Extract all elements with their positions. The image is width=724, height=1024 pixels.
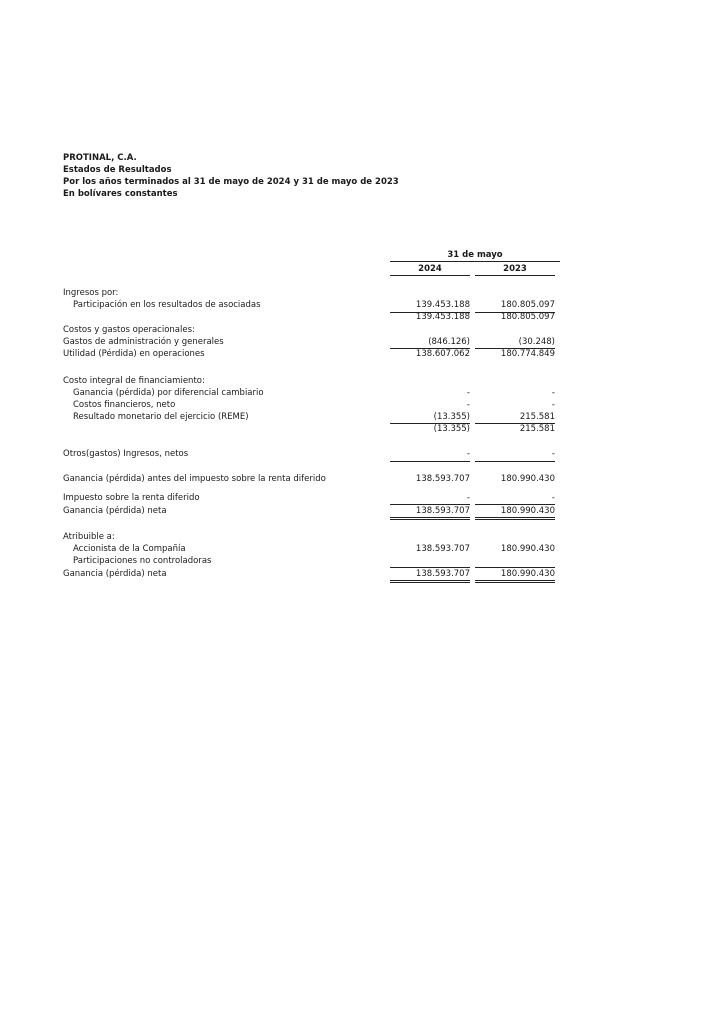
row-otros-ingresos [63, 448, 563, 460]
statement-title: Estados de Resultados [63, 165, 172, 175]
value-2023: - [551, 449, 555, 459]
row-label: Accionista de la Compañía [73, 544, 186, 554]
row-participacion-asociadas [63, 299, 563, 311]
row-label: Ganancia (pérdida) neta [63, 506, 167, 516]
row-label: Impuesto sobre la renta diferido [63, 493, 200, 503]
value-2024: 138.593.707 [415, 474, 470, 484]
value-2024: 139.453.188 [415, 300, 470, 310]
value-2023: 180.990.430 [500, 506, 555, 516]
row-ganancia-neta [63, 505, 563, 517]
row-reme [63, 411, 563, 423]
value-2023: 180.990.430 [500, 569, 555, 579]
value-2023: 180.805.097 [500, 312, 555, 322]
value-2023: 180.990.430 [500, 544, 555, 554]
value-2024: 139.453.188 [415, 312, 470, 322]
value-2023: 180.774.849 [500, 349, 555, 359]
double-underline-rule [390, 580, 470, 583]
value-2024: - [466, 388, 470, 398]
value-2024: 138.593.707 [415, 506, 470, 516]
value-2023: 180.990.430 [500, 474, 555, 484]
value-2024: - [466, 449, 470, 459]
row-label: Ganancia (pérdida) antes del impuesto sobre la renta diferido [63, 474, 326, 484]
row-utilidad-operaciones [63, 348, 563, 360]
row-label: Participaciones no controladoras [73, 556, 212, 566]
value-2024: - [466, 493, 470, 503]
row-ganancia-neta-total [63, 568, 563, 580]
row-label: Costos financieros, neto [73, 400, 176, 410]
row-gastos-administracion [63, 336, 563, 348]
value-2023: - [551, 388, 555, 398]
row-costo-integral-subtotal [63, 423, 563, 435]
value-2024: 138.593.707 [415, 544, 470, 554]
value-2023: 180.805.097 [500, 300, 555, 310]
year-2023-header: 2023 [503, 264, 527, 274]
value-2023: - [551, 493, 555, 503]
statement-period: Por los años terminados al 31 de mayo de 2024 y 31 de mayo de 2023 [63, 177, 399, 187]
row-diferencial-cambiario [63, 387, 563, 399]
row-label: Costo integral de financiamiento: [63, 376, 205, 386]
row-accionista [63, 543, 563, 555]
row-label: Ganancia (pérdida) neta [63, 569, 167, 579]
double-underline-rule [475, 580, 555, 583]
value-2023: 215.581 [519, 412, 555, 422]
value-2024: (846.126) [428, 337, 470, 347]
underline-rule [475, 461, 555, 462]
row-impuesto-diferido [63, 492, 563, 504]
value-2024: (13.355) [433, 424, 470, 434]
row-ganancia-antes-impuesto [63, 473, 563, 485]
double-underline-rule [475, 517, 555, 520]
row-label: Utilidad (Pérdida) en operaciones [63, 349, 205, 359]
row-label: Ingresos por: [63, 288, 119, 298]
value-2024: 138.607.062 [415, 349, 470, 359]
period-header-rule [390, 261, 560, 262]
year-2023-rule [475, 275, 555, 276]
row-atribuible-heading [63, 531, 563, 543]
underline-rule [390, 461, 470, 462]
double-underline-rule [390, 517, 470, 520]
period-column-header: 31 de mayo [447, 250, 503, 260]
row-label: Participación en los resultados de asociadas [73, 300, 261, 310]
row-label: Resultado monetario del ejercicio (REME) [73, 412, 249, 422]
row-costos-heading [63, 324, 563, 336]
value-2023: 215.581 [519, 424, 555, 434]
value-2023: - [551, 400, 555, 410]
row-costos-financieros [63, 399, 563, 411]
company-name: PROTINAL, C.A. [63, 153, 137, 163]
row-label: Otros(gastos) Ingresos, netos [63, 449, 189, 459]
value-2024: 138.593.707 [415, 569, 470, 579]
year-2024-rule [390, 275, 470, 276]
value-2023: (30.248) [518, 337, 555, 347]
row-label: Ganancia (pérdida) por diferencial cambiario [73, 388, 264, 398]
row-label: Gastos de administración y generales [63, 337, 224, 347]
row-label: Costos y gastos operacionales: [63, 325, 195, 335]
row-label: Atribuible a: [63, 532, 115, 542]
currency-note: En bolívares constantes [63, 189, 178, 199]
value-2024: (13.355) [433, 412, 470, 422]
row-costo-integral-heading [63, 375, 563, 387]
row-no-controladoras [63, 555, 563, 567]
row-ingresos-heading [63, 287, 563, 299]
year-2024-header: 2024 [418, 264, 442, 274]
value-2024: - [466, 400, 470, 410]
row-ingresos-subtotal [63, 311, 563, 323]
